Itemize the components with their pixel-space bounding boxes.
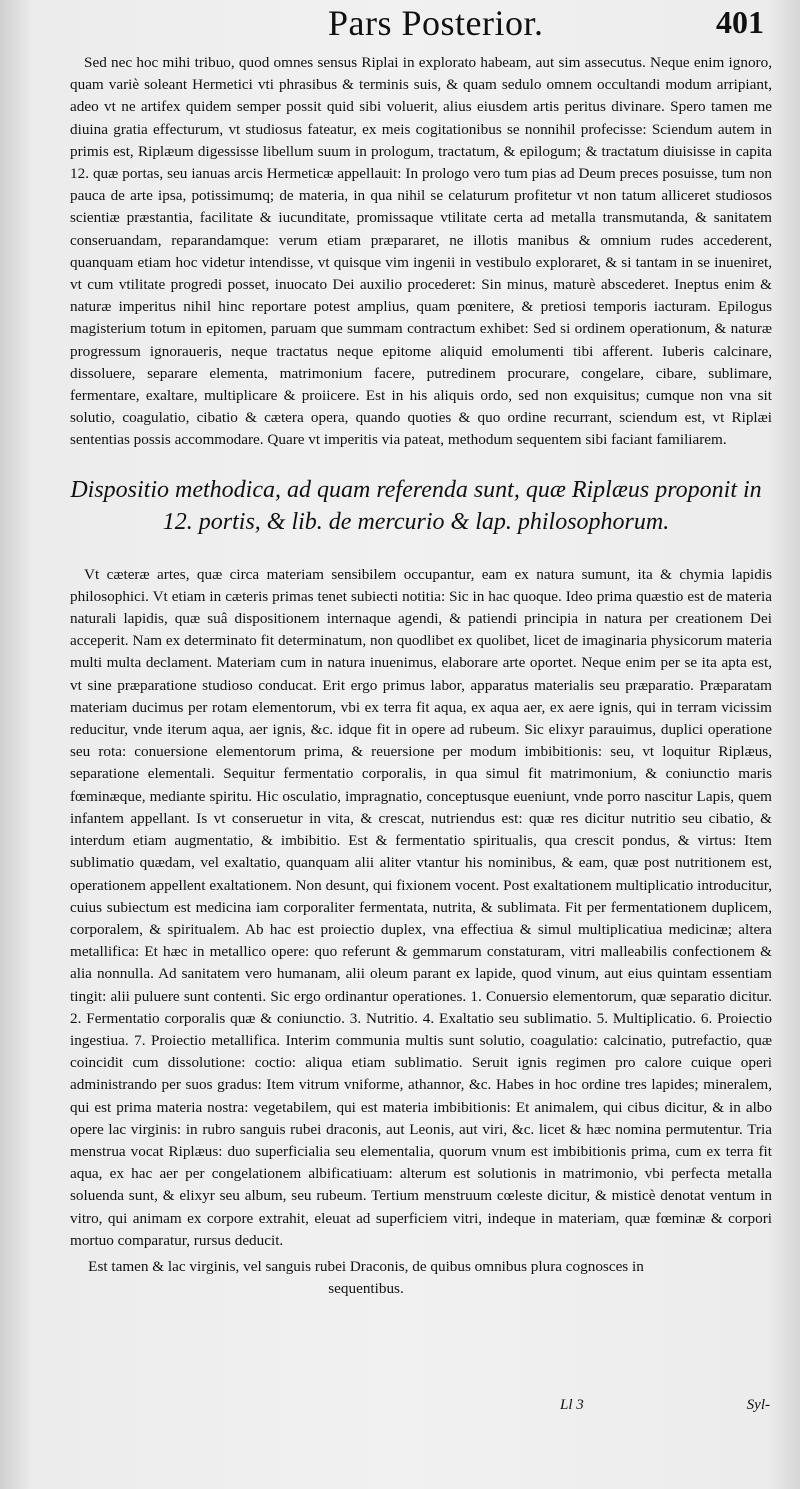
page-header <box>70 0 772 52</box>
paragraph-closing: Est tamen & lac virginis, vel sanguis rubei Draconis, de quibus omnibus plura cognosces in sequentibus. <box>88 1257 644 1297</box>
signature-mark: Ll 3 <box>560 1397 584 1413</box>
paragraph-methodica: Vt cæteræ artes, quæ circa materiam sensibilem occupantur, eam ex natura sumunt, ita & chymia lapidis philosophici. Vt etiam in cæteris primas tenet subiecti notitia: Sic in hac quoque. Ideo prima quæstio est de materia naturali lapidis, quæ suâ dispositionem internaque agendi, & patiendi principia in natura per creationem Dei acceperit. Nam ex determinato fit determinatum, non quodlibet ex quolibet, licet de imaginaria physicorum materia multi multa declament. Materiam cum in natura inuenimus, elaborare arte oportet. Neque enim per se ita apta est, vt sine præparatione studioso conducat. Erit ergo primus labor, apparatus materialis seu præparatio. Præparatam materiam ducimus per rotam elementorum, vbi ex terra fit aqua, ex aqua aer, ex aere ignis, qui in terram vicissim reducitur, vnde iterum aqua, aer ignis, &c. idque fit in opere ad rubeum. Sic elixyr parauimus, duplici operatione seu rota: conuersione elementorum prima, & reuersione per modum imbibitionis: seu, vt loquitur Riplæus, separatione elementali. Sequitur fermentatio corporalis, in qua simul fit matrimonium, & coniunctio maris fœminæque, mediante spiritu. Hic osculatio, impragnatio, conceptusque eueniunt, vnde porro nascitur Lapis, quem infantem appellant. Is vt conseruetur in vita, & crescat, nutriendus est: quæ res dicitur nutritio seu cibatio, & interdum etiam augmentatio, & imbibitio. Est & fermentatio spiritualis, qua crescit pondus, & virtus: Item sublimatio quædam, vel exaltatio, quanquam alii aliter vtantur his nominibus, & eam, quæ post nutritionem est, operationem appellent exaltationem. Non desunt, qui fixionem vocent. Post exaltationem multiplicatio introducitur, cuius subiectum est medicina iam corporaliter fermentata, nutrita, & sublimata. Fit per fermentationem duplicem, corporalem, & spiritualem. Ab hac est proiectio duplex, vna effectiua & simul multiplicatiua medicinæ; altera metallifica: Et hæc in metallico opere: quo referunt & gemmarum constaturam, vitri malleabilis confectionem & alia nonnulla. Ad sanitatem vero humanam, alii oleum parant ex lapide, quod vinum, aut eius quintam essentiam tingit: alii puluere sunt contenti. Sic ergo ordinantur operationes. 1. Conuersio elementorum, quæ separatio dicitur. 2. Fermentatio corporalis quæ & coniunctio. 3. Nutritio. 4. Exaltatio seu sublimatio. 5. Multiplicatio. 6. Proiectio ingestiua. 7. Proiectio metallifica. Interim communia multis sunt solutio, coagulatio: calcinatio, putrefactio, quæ coincidit cum dissolutione: coctio: aliqua etiam sublimatio. Seruit ignis regimen pro calore cuique operi administrando per suos gradus: Item vitrum vniforme, athannor, &c. Habes in hoc ordine tres lapides; mineralem, qui est prima materia nostra: vegetabilem, qui est materia imbibitionis: Et animalem, qui cibus dicitur, & in albo opere lac virginis: in rubro sanguis rubei draconis, aut Leonis, aut viri, &c. licet & hæc nomina permutentur. Tria menstrua vocat Riplæus: duo superficialia seu elementalia, quorum vnum est imbibitionis prima, cum ex terra fit aqua, ex hac aer per congelationem albificatiuam: alterum est solutionis in matrimonio, vbi perfecta metalla soluenda sunt, & elixyr seu album, seu rubeum. Tertium menstruum cœleste dicitur, & misticè denotat ventum in vitro, qui animam ex corpore extrahit, eleuat ad superficiem vitri, indeque in materiam, quæ fœminæ & corpori mortuo comparatur, rursus deducit. <box>70 565 772 1249</box>
catchword: Syl- <box>746 1397 770 1413</box>
running-head: Pars Posterior. <box>328 3 544 43</box>
section-heading: Dispositio methodica, ad quam referenda sunt, quæ Riplæus proponit in 12. portis, & lib. de mercurio & lap. philosophorum. <box>70 476 762 535</box>
paragraph-intro: Sed nec hoc mihi tribuo, quod omnes sensus Riplai in explorato habeam, aut sim assecutus. Neque enim ignoro, quam variè soleant Hermetici vti phrasibus & terminis suis, & quam sedulo omnem occultandi modum arripiant, adeo vt ne artifex quidem semper possit quid sibi voluerit, alius eiusdem artis peritus divinare. Spero tamen me diuina gratia effecturum, vt studiosus fateatur, ex meis cogitationibus se nonnihil profecisse: Sciendum autem in primis est, Riplæum digessisse libellum suum in prologum, tractatum, & epilogum; & tractatum diuisisse in capita 12. quæ portas, seu ianuas arcis Hermeticæ appellauit: In prologo vero tum pias ad Deum preces posuisse, tum non pauca de arte ipsa, potissimumq; de materia, in qua nihil se celaturum profitetur vt non tatum alliceret studiosos scientiæ præstantia, facilitate & iucunditate, promissaque vtilitate certa ad metalla transmutanda, & sanitatem conseruandam, reparandamque: verum etiam præpararet, ne illotis manibus & omnium rudes accederent, quanquam etiam hoc videtur intendisse, vt quisque vim ingenii in vestibulo exploraret, & si tantam in se inueniret, vt cum vtilitate progredi posset, inuocato Dei auxilio procederet: Sin minus, maturè abscederet. Ineptus enim & naturæ imperitus nihil hinc reportare potest amplius, quam pœnitere, & pretiosi temporis iacturam. Epilogus magisterium totum in epitomen, paruam que summam contractum exhibet: Sed si ordinem operationum, & naturæ progressum ignoraueris, neque tractatus neque epitome aliquid emolumenti tibi afferent. Iuberis calcinare, dissoluere, separare elementa, matrimonium facere, putredinem procurare, congelare, cibare, sublimare, fermentare, exaltare, multiplicare & proiicere. Est in his aliquis ordo, sed non exquisitus; cumque non vna sit solutio, coagulatio, cibatio & cætera opera, quando quoties & quo ordine recurrant, sciendum est, vt Riplæi sententias possis accommodare. Quare vt imperitis via pateat, methodum sequentem sibi faciant familiarem. <box>70 54 772 449</box>
page-number: 401 <box>716 4 764 40</box>
page-footer <box>0 1397 800 1421</box>
